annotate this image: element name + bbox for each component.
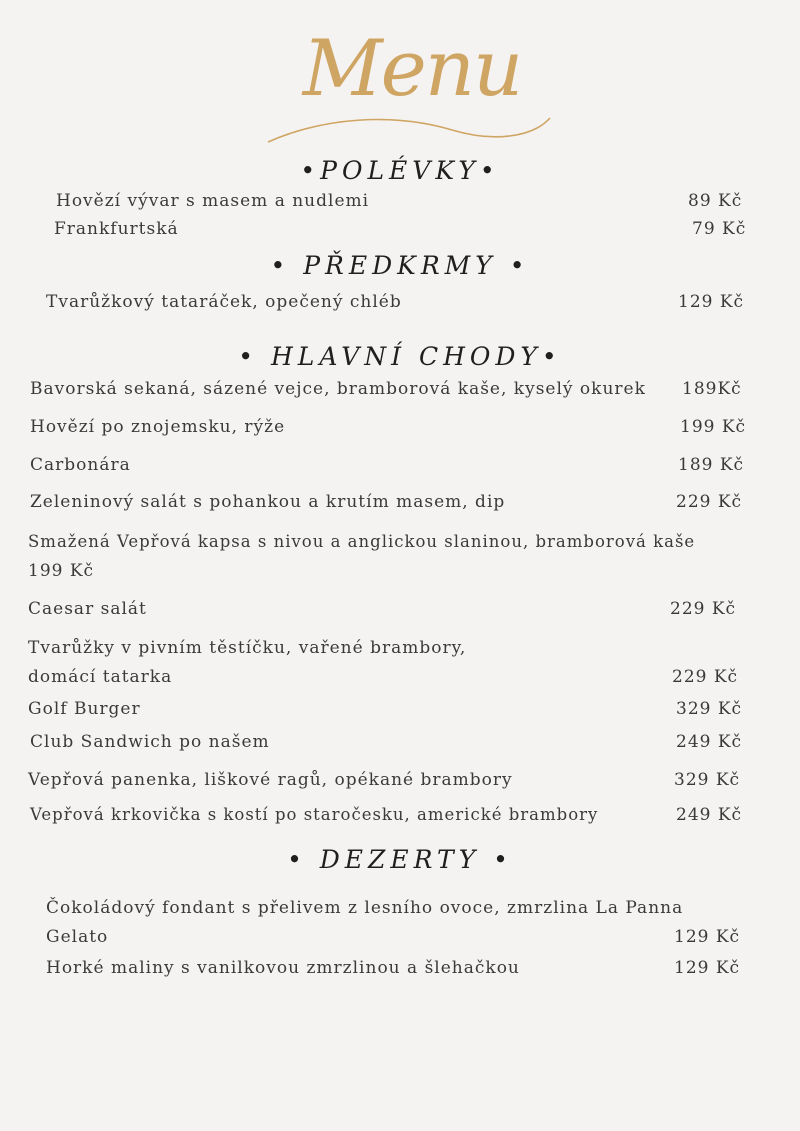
section-heading-predkrmy: • PŘEDKRMY • — [270, 251, 530, 280]
menu-item-price: 79 Kč — [692, 219, 747, 239]
menu-item-name: Tvarůžkový tataráček, opečený chléb — [46, 292, 402, 312]
menu-item-price: 329 Kč — [674, 770, 741, 790]
menu-item-price: 189 Kč — [678, 455, 745, 475]
menu-item-name: Vepřová krkovička s kostí po staročesku, americké brambory — [30, 805, 599, 824]
menu-item-name: Golf Burger — [28, 699, 141, 719]
menu-item-price: 199 Kč — [28, 561, 95, 581]
menu-item-name: Horké maliny s vanilkovou zmrzlinou a šlehačkou — [46, 958, 520, 978]
menu-item-name: Smažená Vepřová kapsa s nivou a anglickou slaninou, bramborová kaše — [28, 532, 696, 551]
menu-item-name: Bavorská sekaná, sázené vejce, bramborová kaše, kyselý okurek — [30, 379, 646, 399]
menu-item-name: Caesar salát — [28, 599, 147, 619]
menu-item-name-continued: domácí tatarka — [28, 667, 173, 687]
section-heading-polevky: •POLÉVKY• — [300, 156, 500, 185]
menu-item-name-continued: Gelato — [46, 927, 109, 947]
menu-item-name: Čokoládový fondant s přelivem z lesního ovoce, zmrzlina La Panna — [46, 898, 684, 918]
menu-item-price: 129 Kč — [674, 927, 741, 947]
menu-item-name: Tvarůžky v pivním těstíčku, vařené brambory, — [28, 638, 467, 658]
menu-item-price: 229 Kč — [672, 667, 739, 687]
menu-item-name: Hovězí po znojemsku, rýže — [30, 417, 286, 437]
menu-item-name: Club Sandwich po našem — [30, 732, 270, 752]
menu-item-name: Vepřová panenka, liškové ragů, opékané brambory — [28, 770, 513, 790]
menu-item-price: 129 Kč — [678, 292, 745, 312]
logo-swash-icon — [262, 14, 562, 154]
menu-item-price: 189Kč — [682, 379, 742, 399]
menu-item-price: 249 Kč — [676, 732, 743, 752]
menu-item-price: 229 Kč — [676, 492, 743, 512]
menu-logo — [262, 14, 562, 154]
menu-item-price: 249 Kč — [676, 805, 743, 825]
section-heading-dezerty: • DEZERTY • — [287, 845, 513, 874]
menu-logo-text: Menu — [302, 24, 522, 114]
menu-item-name: Hovězí vývar s masem a nudlemi — [56, 191, 370, 211]
menu-item-price: 329 Kč — [676, 699, 743, 719]
menu-item-price: 89 Kč — [688, 191, 743, 211]
section-heading-hlavni-chody: • HLAVNÍ CHODY• — [238, 342, 562, 371]
menu-item-name: Carbonára — [30, 455, 131, 475]
menu-item-price: 229 Kč — [670, 599, 737, 619]
menu-item-price: 129 Kč — [674, 958, 741, 978]
menu-item-name: Zeleninový salát s pohankou a krutím masem, dip — [30, 492, 506, 512]
menu-item-price: 199 Kč — [680, 417, 747, 437]
menu-item-name: Frankfurtská — [54, 219, 179, 239]
